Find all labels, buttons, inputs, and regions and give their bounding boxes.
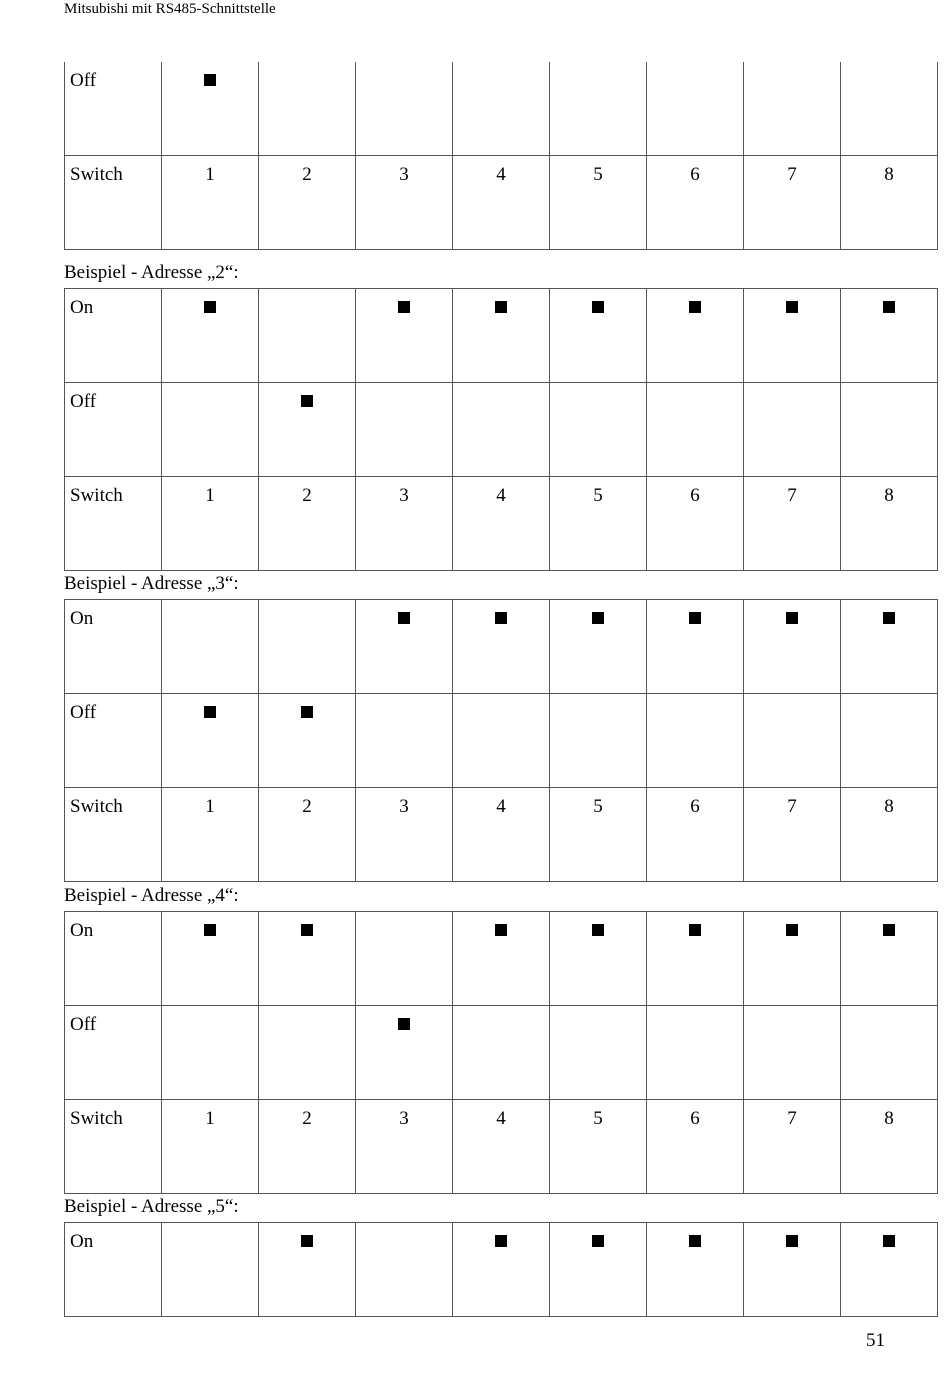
- switch-number-cell: 1: [162, 477, 259, 571]
- switch-position-cell: [259, 912, 356, 1006]
- square-filled-icon: [786, 301, 798, 313]
- example-caption: Beispiel - Adresse „3“:: [64, 573, 239, 594]
- dip-table-block: [64, 288, 938, 571]
- table-row: [65, 1223, 938, 1317]
- switch-position-cell: [744, 289, 841, 383]
- empty-cell: [162, 383, 259, 477]
- switch-number-cell: 7: [744, 1100, 841, 1194]
- table-row: [65, 156, 938, 250]
- switch-position-cell: [259, 1223, 356, 1317]
- square-filled-icon: [689, 924, 701, 936]
- square-filled-icon: [495, 1235, 507, 1247]
- switch-position-cell: [550, 912, 647, 1006]
- dip-switch-table: [64, 1222, 938, 1317]
- row-label: On: [65, 600, 162, 694]
- empty-cell: [841, 383, 938, 477]
- empty-cell: [744, 383, 841, 477]
- row-label: Off: [65, 383, 162, 477]
- row-label: On: [65, 912, 162, 1006]
- square-filled-icon: [495, 612, 507, 624]
- switch-position-cell: [259, 383, 356, 477]
- switch-number-cell: 2: [259, 477, 356, 571]
- switch-number-cell: 1: [162, 1100, 259, 1194]
- square-filled-icon: [398, 1018, 410, 1030]
- dip-table-block: [64, 1222, 938, 1317]
- empty-cell: [453, 694, 550, 788]
- switch-number-cell: 7: [744, 788, 841, 882]
- switch-position-cell: [356, 289, 453, 383]
- empty-cell: [744, 694, 841, 788]
- row-label: Switch: [65, 788, 162, 882]
- switch-number-cell: 4: [453, 156, 550, 250]
- empty-cell: [259, 289, 356, 383]
- square-filled-icon: [204, 924, 216, 936]
- switch-position-cell: [647, 912, 744, 1006]
- example-caption: Beispiel - Adresse „2“:: [64, 262, 239, 283]
- square-filled-icon: [495, 301, 507, 313]
- row-label: Off: [65, 62, 162, 156]
- square-filled-icon: [301, 395, 313, 407]
- square-filled-icon: [786, 1235, 798, 1247]
- row-label: On: [65, 289, 162, 383]
- row-label: On: [65, 1223, 162, 1317]
- empty-cell: [356, 383, 453, 477]
- switch-position-cell: [744, 1223, 841, 1317]
- empty-cell: [162, 1006, 259, 1100]
- empty-cell: [550, 383, 647, 477]
- switch-position-cell: [162, 289, 259, 383]
- dip-switch-table: [64, 62, 938, 250]
- empty-cell: [550, 694, 647, 788]
- square-filled-icon: [204, 74, 216, 86]
- square-filled-icon: [883, 301, 895, 313]
- square-filled-icon: [301, 1235, 313, 1247]
- switch-position-cell: [356, 600, 453, 694]
- row-label: Off: [65, 1006, 162, 1100]
- switch-number-cell: 8: [841, 156, 938, 250]
- switch-number-cell: 7: [744, 156, 841, 250]
- switch-number-cell: 2: [259, 1100, 356, 1194]
- switch-number-cell: 6: [647, 788, 744, 882]
- dip-table-block: [64, 62, 938, 250]
- empty-cell: [162, 600, 259, 694]
- switch-position-cell: [744, 600, 841, 694]
- table-row: [65, 1100, 938, 1194]
- table-row: [65, 289, 938, 383]
- square-filled-icon: [786, 612, 798, 624]
- row-label: Switch: [65, 1100, 162, 1194]
- empty-cell: [744, 1006, 841, 1100]
- example-caption: Beispiel - Adresse „4“:: [64, 885, 239, 906]
- switch-number-cell: 3: [356, 788, 453, 882]
- table-row: [65, 694, 938, 788]
- switch-number-cell: 1: [162, 788, 259, 882]
- switch-number-cell: 8: [841, 1100, 938, 1194]
- empty-cell: [841, 62, 938, 156]
- switch-position-cell: [453, 912, 550, 1006]
- switch-number-cell: 6: [647, 477, 744, 571]
- dip-switch-table: [64, 599, 938, 882]
- square-filled-icon: [883, 1235, 895, 1247]
- empty-cell: [259, 600, 356, 694]
- square-filled-icon: [301, 706, 313, 718]
- switch-number-cell: 5: [550, 788, 647, 882]
- switch-position-cell: [259, 694, 356, 788]
- empty-cell: [647, 62, 744, 156]
- empty-cell: [550, 1006, 647, 1100]
- switch-position-cell: [647, 289, 744, 383]
- switch-position-cell: [453, 1223, 550, 1317]
- empty-cell: [356, 62, 453, 156]
- table-row: [65, 383, 938, 477]
- square-filled-icon: [689, 1235, 701, 1247]
- empty-cell: [453, 383, 550, 477]
- switch-number-cell: 6: [647, 1100, 744, 1194]
- empty-cell: [841, 1006, 938, 1100]
- dip-switch-table: [64, 911, 938, 1194]
- table-row: [65, 1006, 938, 1100]
- switch-position-cell: [550, 600, 647, 694]
- switch-position-cell: [841, 600, 938, 694]
- empty-cell: [647, 694, 744, 788]
- empty-cell: [453, 1006, 550, 1100]
- square-filled-icon: [592, 1235, 604, 1247]
- row-label: Switch: [65, 477, 162, 571]
- empty-cell: [259, 62, 356, 156]
- switch-position-cell: [550, 289, 647, 383]
- example-caption: Beispiel - Adresse „5“:: [64, 1196, 239, 1217]
- square-filled-icon: [592, 301, 604, 313]
- switch-position-cell: [162, 62, 259, 156]
- switch-position-cell: [647, 600, 744, 694]
- table-row: [65, 912, 938, 1006]
- switch-position-cell: [550, 1223, 647, 1317]
- switch-position-cell: [647, 1223, 744, 1317]
- switch-number-cell: 1: [162, 156, 259, 250]
- empty-cell: [162, 1223, 259, 1317]
- switch-number-cell: 3: [356, 156, 453, 250]
- switch-position-cell: [356, 1006, 453, 1100]
- switch-position-cell: [453, 289, 550, 383]
- dip-switch-table: [64, 288, 938, 571]
- square-filled-icon: [398, 612, 410, 624]
- table-row: [65, 788, 938, 882]
- square-filled-icon: [204, 706, 216, 718]
- square-filled-icon: [883, 924, 895, 936]
- switch-number-cell: 4: [453, 788, 550, 882]
- page-number: 51: [866, 1330, 885, 1351]
- switch-number-cell: 6: [647, 156, 744, 250]
- switch-number-cell: 8: [841, 477, 938, 571]
- empty-cell: [550, 62, 647, 156]
- square-filled-icon: [786, 924, 798, 936]
- square-filled-icon: [398, 301, 410, 313]
- running-header: Mitsubishi mit RS485-Schnittstelle: [64, 1, 276, 17]
- switch-position-cell: [453, 600, 550, 694]
- switch-number-cell: 4: [453, 477, 550, 571]
- switch-number-cell: 5: [550, 156, 647, 250]
- square-filled-icon: [689, 301, 701, 313]
- switch-number-cell: 5: [550, 477, 647, 571]
- square-filled-icon: [689, 612, 701, 624]
- switch-position-cell: [162, 912, 259, 1006]
- row-label: Off: [65, 694, 162, 788]
- empty-cell: [744, 62, 841, 156]
- empty-cell: [356, 694, 453, 788]
- switch-position-cell: [841, 289, 938, 383]
- square-filled-icon: [592, 924, 604, 936]
- square-filled-icon: [301, 924, 313, 936]
- switch-number-cell: 3: [356, 1100, 453, 1194]
- dip-table-block: [64, 599, 938, 882]
- switch-number-cell: 2: [259, 788, 356, 882]
- switch-number-cell: 3: [356, 477, 453, 571]
- switch-number-cell: 4: [453, 1100, 550, 1194]
- square-filled-icon: [883, 612, 895, 624]
- switch-position-cell: [841, 912, 938, 1006]
- switch-number-cell: 5: [550, 1100, 647, 1194]
- dip-table-block: [64, 911, 938, 1194]
- switch-position-cell: [841, 1223, 938, 1317]
- switch-number-cell: 7: [744, 477, 841, 571]
- empty-cell: [356, 1223, 453, 1317]
- switch-number-cell: 2: [259, 156, 356, 250]
- switch-number-cell: 8: [841, 788, 938, 882]
- square-filled-icon: [495, 924, 507, 936]
- empty-cell: [647, 1006, 744, 1100]
- empty-cell: [453, 62, 550, 156]
- switch-position-cell: [744, 912, 841, 1006]
- table-row: [65, 600, 938, 694]
- table-row: [65, 62, 938, 156]
- switch-position-cell: [162, 694, 259, 788]
- table-row: [65, 477, 938, 571]
- empty-cell: [356, 912, 453, 1006]
- square-filled-icon: [592, 612, 604, 624]
- square-filled-icon: [204, 301, 216, 313]
- row-label: Switch: [65, 156, 162, 250]
- empty-cell: [841, 694, 938, 788]
- empty-cell: [259, 1006, 356, 1100]
- empty-cell: [647, 383, 744, 477]
